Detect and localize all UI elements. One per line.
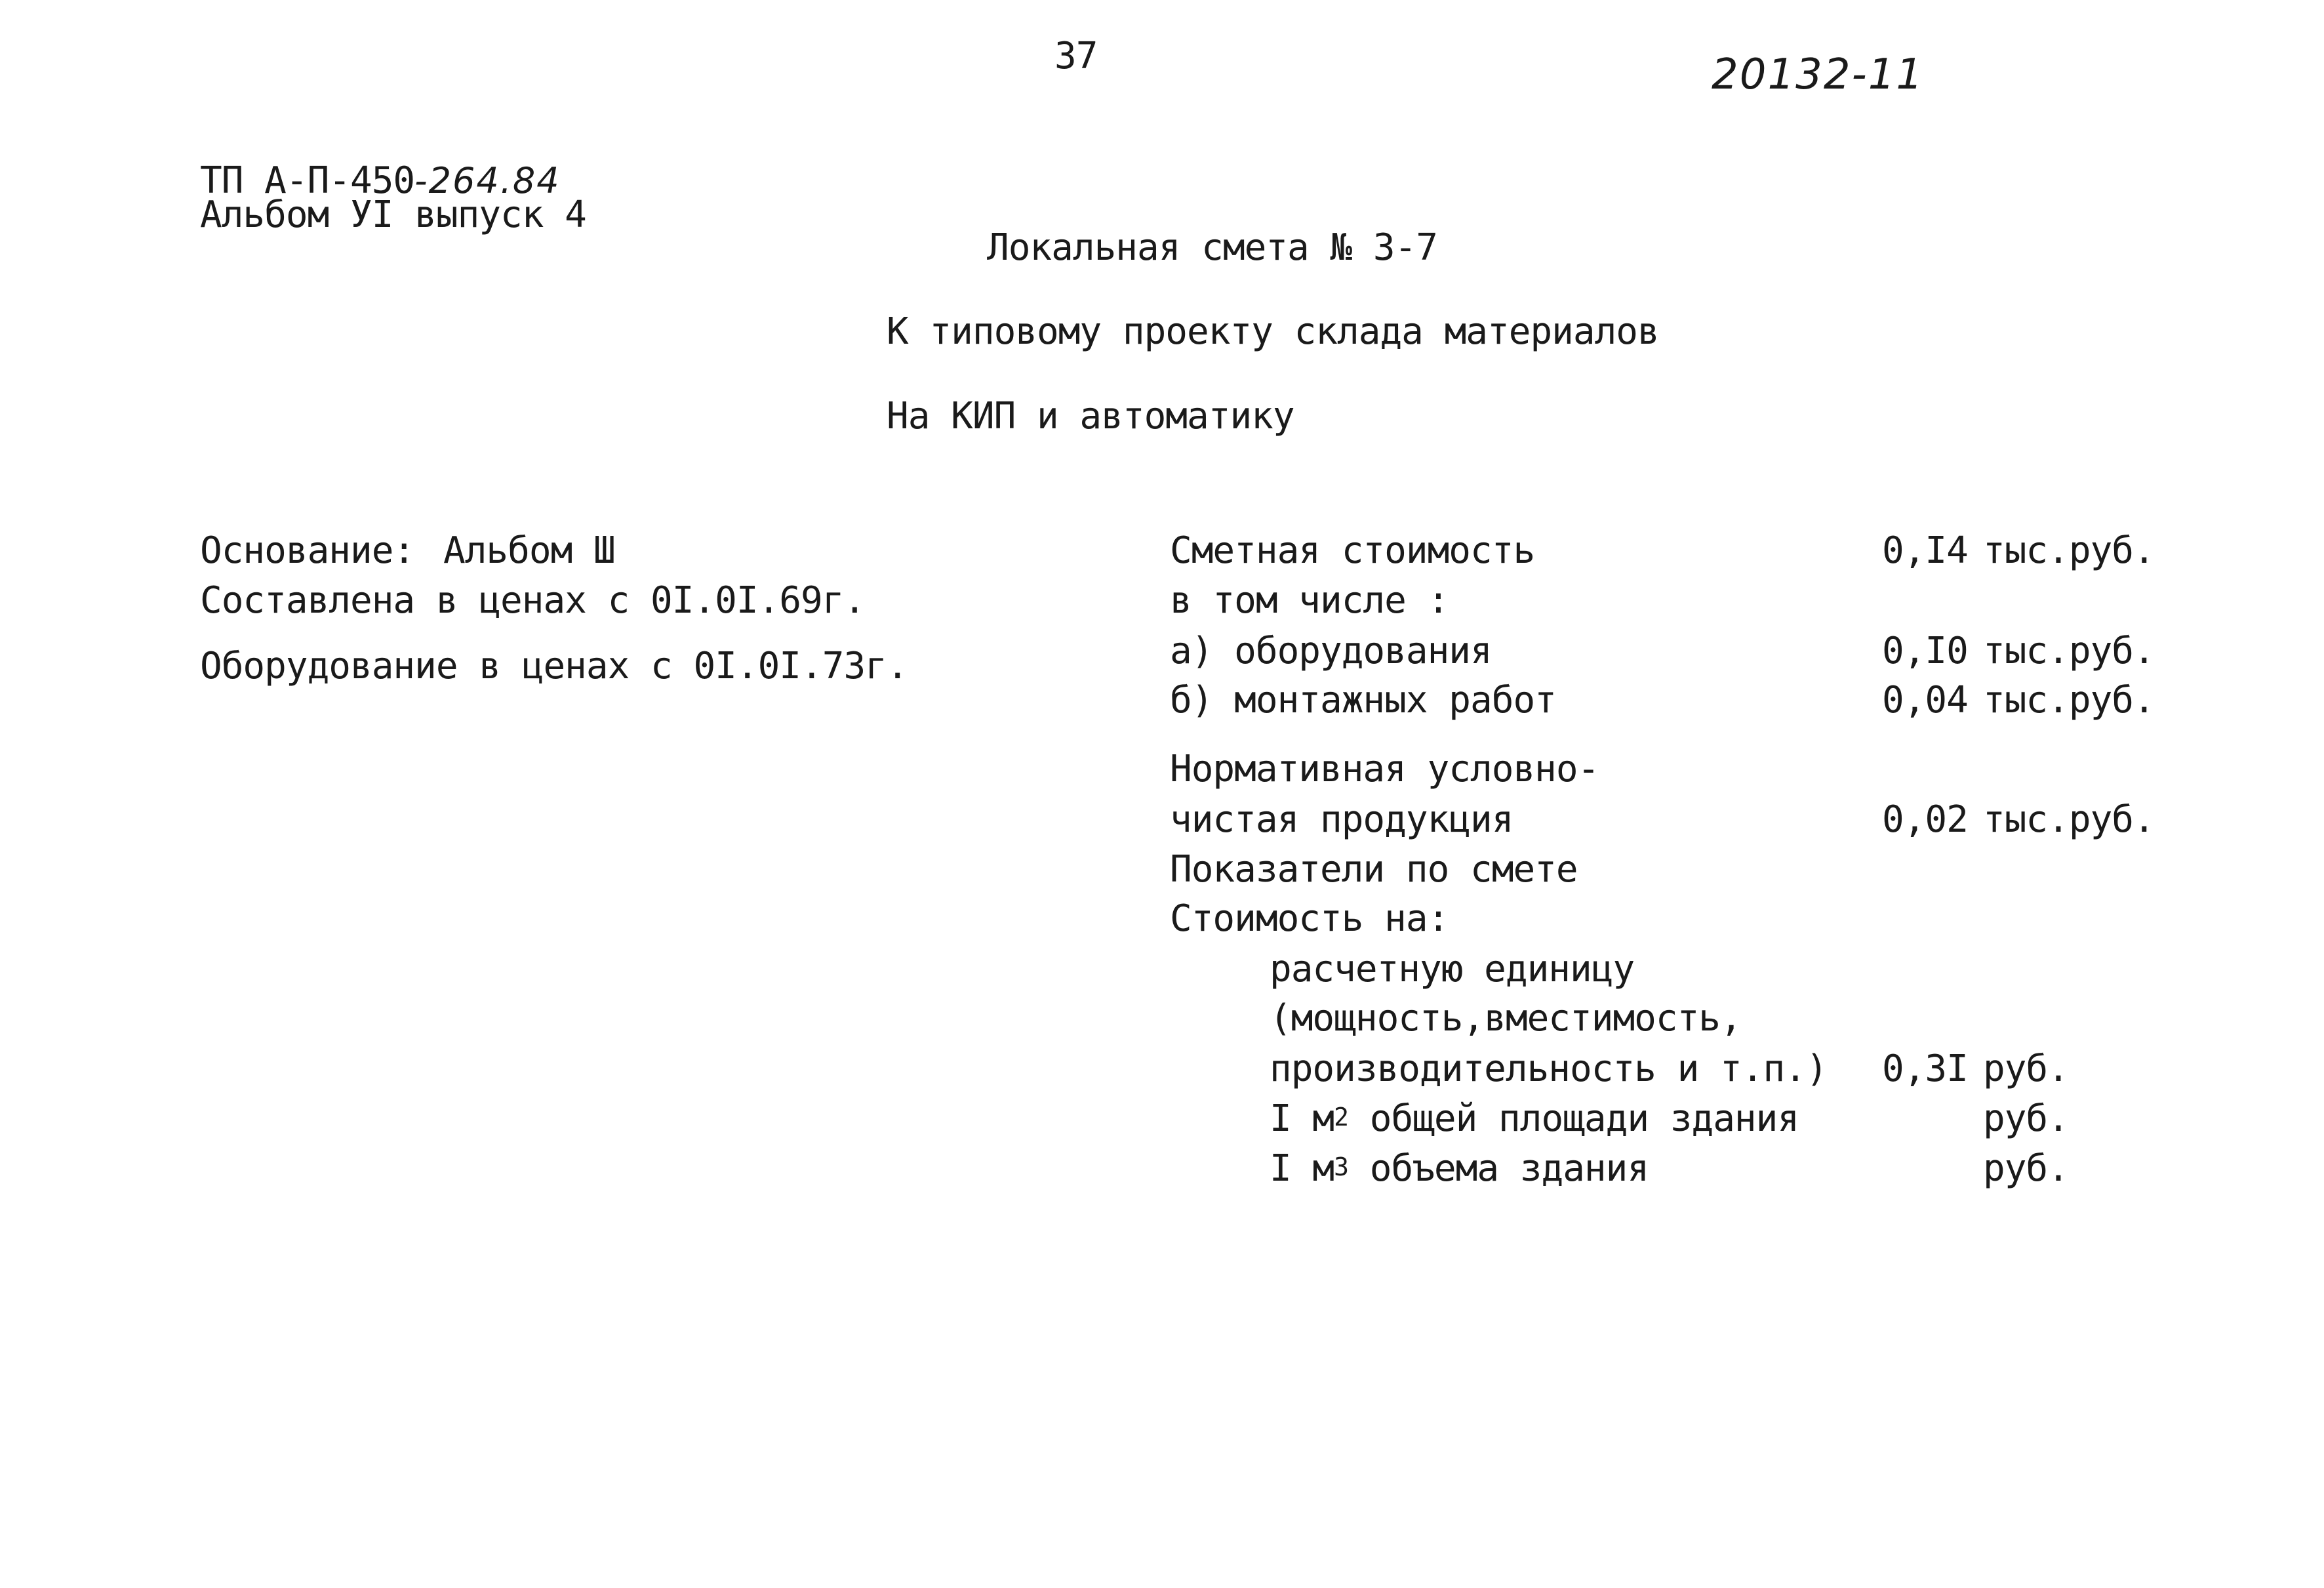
area-cost-label [1270,1097,1799,1140]
project-subtitle: К типовому проекту склада материалов [887,310,1659,353]
estimated-cost-value: 0,I4 [1882,529,1968,572]
basis-value: Альбом Ш [443,529,615,572]
equipment-value: 0,I0 [1882,630,1968,672]
area-prefix: I м [1270,1097,1334,1140]
basis-label: Основание: [200,529,415,572]
project-code-printed: ТП А-П-450 [200,159,415,202]
estimated-cost-label: Сметная стоимость [1170,529,1535,572]
net-production-label-1: Нормативная условно- [1170,748,1599,790]
unit-line-3: производительность и т.п.) [1270,1048,1828,1090]
area-power: 2 [1334,1103,1349,1131]
including-label: в том числе : [1170,579,1449,622]
volume-prefix: I м [1270,1147,1334,1190]
estimate-title: Локальная смета № 3-7 [987,226,1438,269]
unit-cost-value: 0,3I [1882,1048,1968,1090]
volume-power: 3 [1334,1152,1349,1181]
unit-cost-unit: руб. [1983,1048,2069,1090]
net-production-value: 0,02 [1882,798,1968,841]
prices-date: Составлена в ценах с 0I.0I.69г. [200,579,866,622]
unit-line-2: (мощность,вместимость, [1270,997,1742,1040]
equipment-prices-date: Оборудование в ценах с 0I.0I.73г. [200,645,908,687]
volume-cost-unit: руб. [1983,1147,2069,1190]
indicators-label: Показатели по смете [1170,848,1578,891]
volume-cost-label [1270,1147,1649,1190]
cost-per-label: Стоимость на: [1170,897,1449,940]
scope-subtitle: На КИП и автоматику [887,395,1294,438]
volume-rest: объема здания [1348,1147,1649,1190]
stamp-number: 20132-11 [1712,51,1925,99]
area-cost-unit: руб. [1983,1097,2069,1140]
album-line: Альбом УI выпуск 4 [200,193,586,236]
installation-unit: тыс.руб. [1983,679,2155,722]
installation-value: 0,04 [1882,679,1968,722]
area-rest: общей площади здания [1348,1097,1799,1140]
equipment-label: а) оборудования [1170,630,1492,672]
installation-label: б) монтажных работ [1170,679,1556,722]
net-production-unit: тыс.руб. [1983,798,2155,841]
equipment-unit: тыс.руб. [1983,630,2155,672]
estimated-cost-unit: тыс.руб. [1983,529,2155,572]
page-number: 37 [1054,35,1098,77]
unit-line-1: расчетную единицу [1270,948,1635,990]
project-code-handwritten: -264.84 [414,160,561,201]
net-production-label-2: чистая продукция [1170,798,1513,841]
